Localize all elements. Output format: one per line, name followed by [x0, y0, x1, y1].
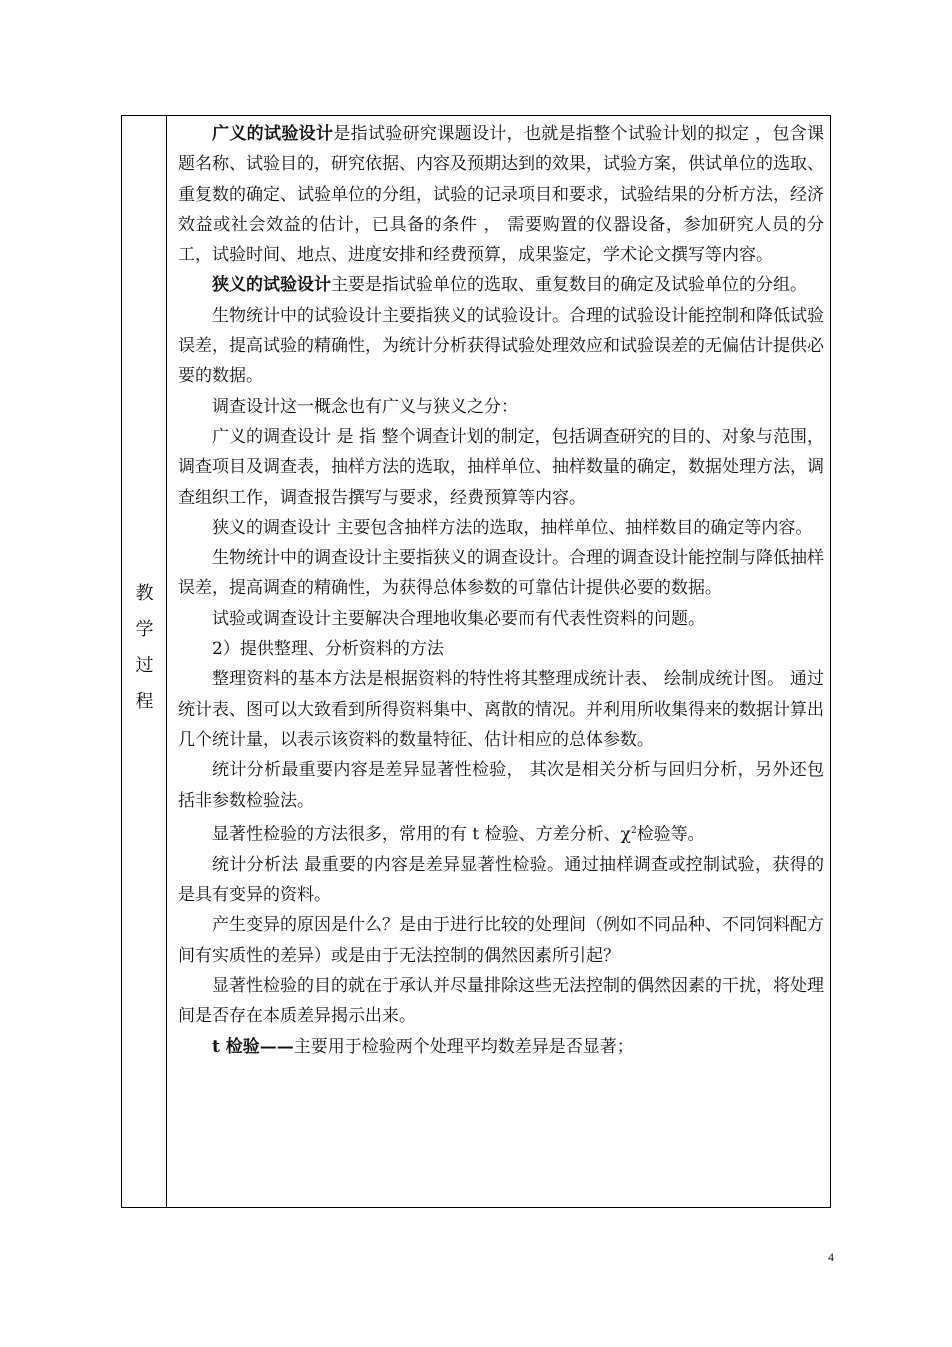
label-char: 教	[135, 583, 154, 604]
teaching-process-label	[122, 576, 167, 720]
label-char: 过	[135, 655, 154, 676]
paragraph-narrow-experiment-design	[178, 270, 824, 300]
paragraph-text: 检验等。	[636, 824, 705, 845]
paragraph: 产生变异的原因是什么？是由于进行比较的处理间（例如不同品种、不同饲料配方间有实质性的差异）或是由于无法控制的偶然因素所引起？	[178, 915, 824, 966]
paragraph-text: 主要用于检验两个处理平均数差异是否显著；	[293, 1036, 634, 1057]
content-table	[121, 115, 831, 1208]
label-char: 学	[135, 619, 154, 640]
paragraph: 试验或调查设计主要解决合理地收集必要而有代表性资料的问题。	[212, 608, 705, 629]
paragraph-text: 显著性检验的方法很多，常用的有 t 检验、方差分析、χ	[212, 824, 631, 845]
content-cell	[178, 119, 824, 1062]
term-bold: 广义的试验设计	[212, 124, 334, 144]
paragraph-text: 主要是指试验单位的选取、重复数目的确定及试验单位的分组。	[331, 275, 807, 296]
paragraph: 显著性检验的目的就在于承认并尽量排除这些无法控制的偶然因素的干扰，将处理间是否存在本质差异揭示出来。	[178, 975, 824, 1027]
paragraph: 广义的调查设计 是 指 整个调查计划的制定，包括调查研究的目的、对象与范围，调查项目及调查表，抽样方法的选取，抽样单位、抽样数量的确定，数据处理方法，调查组织工作，调查报告撰写与要求，经费预算等内容。	[178, 426, 824, 508]
paragraph-text: 是指试验研究课题设计，也就是指整个试验计划的拟定 ，包含课题名称、试验目的，研究依据、内容及预期达到的效果，试验方案，供试单位的选取、重复数的确定、试验单位的分组，试验的记录项目和要求，试验结果的分析方法，经济效益或社会效益的估计，已具备的条件 ， 需要购置的仪器设备，参加研究人员的分工，试验时间、地点、进度安排和经费预算，成果鉴定，学术论文撰写等内容。	[178, 124, 825, 266]
paragraph: 生物统计中的试验设计主要指狭义的试验设计。合理的试验设计能控制和降低试验误差，提高试验的精确性，为统计分析获得试验处理效应和试验误差的无偏估计提供必要的数据。	[178, 305, 824, 387]
paragraph: 整理资料的基本方法是根据资料的特性将其整理成统计表、 绘制成统计图。 通过统计表、图可以大致看到所得资料集中、离散的情况。并利用所收集得来的数据计算出几个统计量，以表示该资料的数量特征、估计相应的总体参数。	[178, 669, 824, 750]
paragraph-t-test	[178, 1032, 824, 1062]
page-number: 4	[828, 1250, 834, 1264]
label-char: 程	[135, 691, 154, 712]
paragraph	[178, 816, 824, 850]
term-bold: t 检验——	[212, 1036, 294, 1057]
paragraph: 调查设计这一概念也有广义与狭义之分：	[212, 396, 518, 417]
paragraph: 生物统计中的调查设计主要指狭义的调查设计。合理的调查设计能控制与降低抽样误差，提高调查的精确性，为获得总体参数的可靠估计提供必要的数据。	[178, 548, 824, 599]
paragraph: 狭义的调查设计 主要包含抽样方法的选取，抽样单位、抽样数目的确定等内容。	[212, 517, 813, 538]
paragraph-heading: 2）提供整理、分析资料的方法	[212, 639, 444, 660]
superscript: 2	[630, 825, 637, 836]
paragraph: 统计分析法 最重要的内容是差异显著性检验。通过抽样调查或控制试验，获得的是具有变异的资料。	[178, 854, 824, 906]
paragraph: 统计分析最重要内容是差异显著性检验， 其次是相关分析与回归分析，另外还包括非参数检验法。	[178, 760, 824, 811]
term-bold: 狭义的试验设计	[212, 275, 331, 296]
left-label-cell	[122, 116, 167, 1207]
paragraph-broad-experiment-design	[178, 119, 824, 270]
